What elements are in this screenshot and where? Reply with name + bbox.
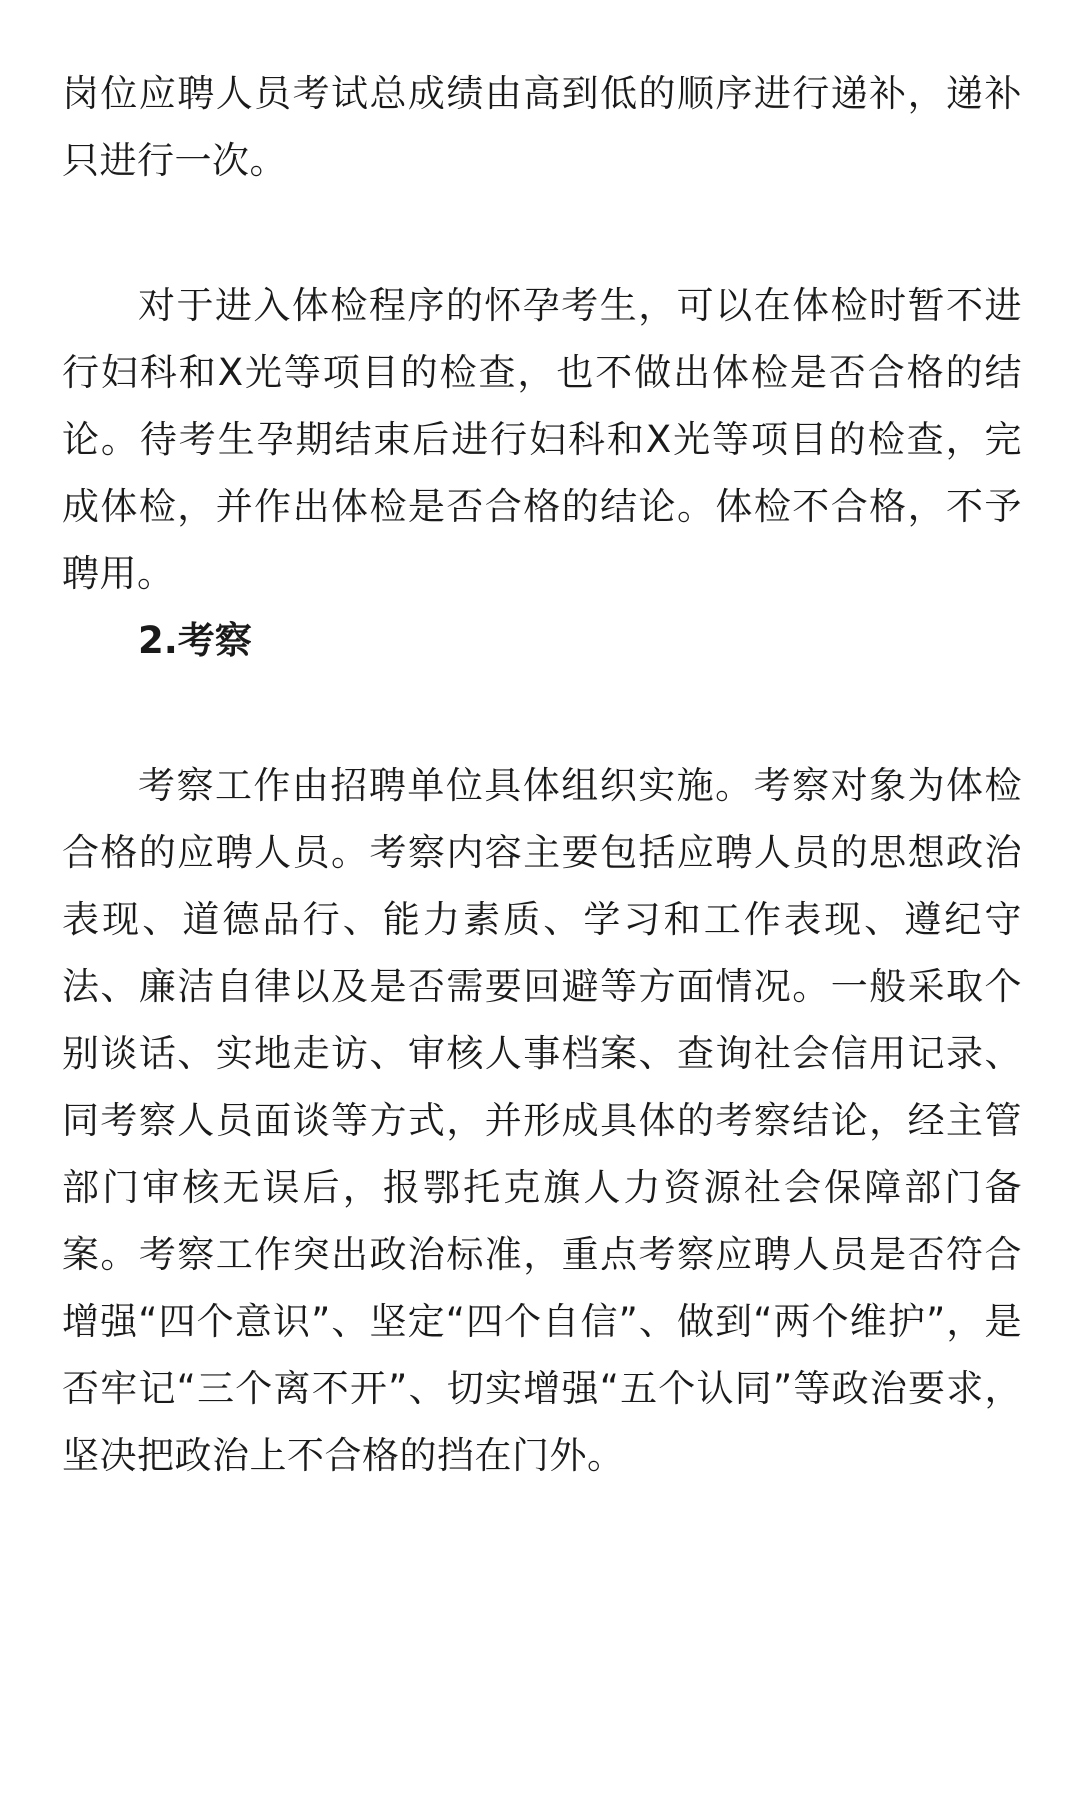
article-body bbox=[62, 60, 1022, 1489]
paragraph-pregnant-candidates-exam: 对于进入体检程序的怀孕考生，可以在体检时暂不进行妇科和X光等项目的检查，也不做出体检是否合格的结论。待考生孕期结束后进行妇科和X光等项目的检查，完成体检，并作出体检是否合格的结论。体检不合格，不予聘用。 bbox=[62, 284, 1022, 595]
paragraph-inspection-details: 考察工作由招聘单位具体组织实施。考察对象为体检合格的应聘人员。考察内容主要包括应聘人员的思想政治表现、道德品行、能力素质、学习和工作表现、遵纪守法、廉洁自律以及是否需要回避等方面情况。一般采取个别谈话、实地走访、审核人事档案、查询社会信用记录、同考察人员面谈等方式，并形成具体的考察结论，经主管部门审核无误后，报鄂托克旗人力资源社会保障部门备案。考察工作突出政治标准，重点考察应聘人员是否符合增强“四个意识”、坚定“四个自信”、做到“两个维护”，是否牢记“三个离不开”、切实增强“五个认同”等政治要求，坚决把政治上不合格的挡在门外。 bbox=[62, 764, 1022, 1477]
paragraph-substitution-rule: 岗位应聘人员考试总成绩由高到低的顺序进行递补，递补只进行一次。 bbox=[62, 72, 1022, 182]
section-heading-inspection: 2.考察 bbox=[138, 619, 252, 662]
